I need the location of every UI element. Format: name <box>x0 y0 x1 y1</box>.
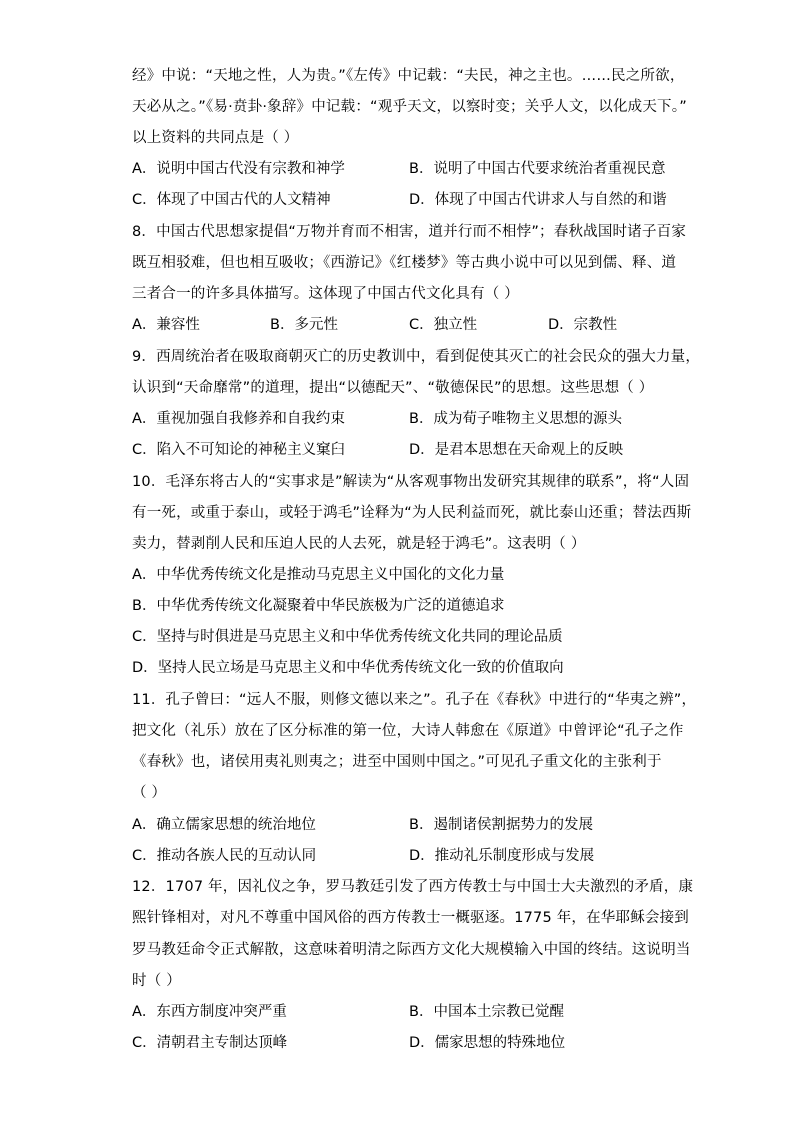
q10-option-a: A．中华优秀传统文化是推动马克思主义中国化的文化力量 <box>132 567 505 583</box>
intro-option-c: C．体现了中国古代的人文精神 <box>132 192 331 208</box>
q8-option-c: C．独立性 <box>409 317 478 333</box>
q9-option-b: B．成为荀子唯物主义思想的源头 <box>409 411 622 427</box>
q12-option-a: A．东西方制度冲突严重 <box>132 1004 287 1020</box>
q11-option-a: A．确立儒家思想的统治地位 <box>132 817 316 833</box>
q9-option-a: A．重视加强自我修养和自我约束 <box>132 411 345 427</box>
q12-line-1: 12．1707 年，因礼仪之争，罗马教廷引发了西方传教士与中国士大夫激烈的矛盾，康 <box>132 879 694 895</box>
q10-option-d: D．坚持人民立场是马克思主义和中华优秀传统文化一致的价值取向 <box>132 660 564 676</box>
q9-option-c: C．陷入不可知论的神秘主义窠臼 <box>132 442 346 458</box>
q8-line-2: 既互相驳难，但也相互吸收；《西游记》《红楼梦》等古典小说中可以见到儒、释、道 <box>132 255 677 271</box>
q11-line-4: （ ） <box>132 785 167 801</box>
intro-line-2: 天必从之。”《易·贲卦·象辞》中记载：“观乎天文，以察时变；关乎人文，以化成天下。” <box>132 99 687 115</box>
q9-line-2: 认识到“天命靡常”的道理，提出“以德配天”、“敬德保民”的思想。这些思想（ ） <box>132 380 654 396</box>
q11-line-3: 《春秋》也，诸侯用夷礼则夷之；进至中国则中国之。”可见孔子重文化的主张利于 <box>132 754 662 770</box>
q12-option-d: D．儒家思想的特殊地位 <box>409 1035 566 1051</box>
q11-option-b: B．遏制诸侯割据势力的发展 <box>409 817 593 833</box>
q10-line-1: 10．毛泽东将古人的“实事求是”解读为“从客观事物出发研究其规律的联系”，将“人固 <box>132 474 690 490</box>
q12-line-2: 熙针锋相对，对凡不尊重中国风俗的西方传教士一概驱逐。1775 年，在华耶稣会接到 <box>132 910 690 926</box>
q8-option-a: A．兼容性 <box>132 317 200 333</box>
q9-option-d: D．是君本思想在天命观上的反映 <box>409 442 624 458</box>
q9-line-1: 9．西周统治者在吸取商朝灭亡的历史教训中，看到促使其灭亡的社会民众的强大力量， <box>132 349 701 365</box>
q8-option-b: B．多元性 <box>270 317 338 333</box>
intro-line-3: 以上资料的共同点是（ ） <box>132 130 299 146</box>
q11-line-1: 11．孔子曾曰：“远人不服，则修文德以来之”。孔子在《春秋》中进行的“华夷之辨”， <box>132 692 697 708</box>
q8-option-d: D．宗教性 <box>548 317 618 333</box>
q10-line-3: 卖力，替剥削人民和压迫人民的人去死，就是轻于鸿毛”。这表明（ ） <box>132 536 586 552</box>
q8-line-3: 三者合一的许多具体描写。这体现了中国古代文化具有（ ） <box>132 286 520 302</box>
intro-line-1: 经》中说：“天地之性，人为贵。”《左传》中记载：“夫民，神之主也。……民之所欲， <box>132 68 685 84</box>
q12-line-4: 时（ ） <box>132 973 181 989</box>
intro-option-d: D．体现了中国古代讲求人与自然的和谐 <box>409 192 667 208</box>
q10-line-2: 有一死，或重于泰山，或轻于鸿毛”诠释为“为人民利益而死，就比泰山还重；替法西斯 <box>132 505 692 521</box>
q10-option-b: B．中华优秀传统文化凝聚着中华民族极为广泛的道德追求 <box>132 598 505 614</box>
q12-line-3: 罗马教廷命令正式解散，这意味着明清之际西方文化大规模输入中国的终结。这说明当 <box>132 942 691 958</box>
q11-option-c: C．推动各族人民的互动认同 <box>132 848 317 864</box>
q11-line-2: 把文化（礼乐）放在了区分标准的第一位，大诗人韩愈在《原道》中曾评论“孔子之作 <box>132 723 684 739</box>
q8-line-1: 8．中国古代思想家提倡“万物并育而不相害，道并行而不相悖”；春秋战国时诸子百家 <box>132 224 687 240</box>
intro-option-b: B．说明了中国古代要求统治者重视民意 <box>409 161 666 177</box>
q12-option-c: C．清朝君主专制达顶峰 <box>132 1035 288 1051</box>
q12-option-b: B．中国本土宗教已觉醒 <box>409 1004 564 1020</box>
q10-option-c: C．坚持与时俱进是马克思主义和中华优秀传统文化共同的理论品质 <box>132 629 563 645</box>
intro-option-a: A．说明中国古代没有宗教和神学 <box>132 161 345 177</box>
q11-option-d: D．推动礼乐制度形成与发展 <box>409 848 595 864</box>
